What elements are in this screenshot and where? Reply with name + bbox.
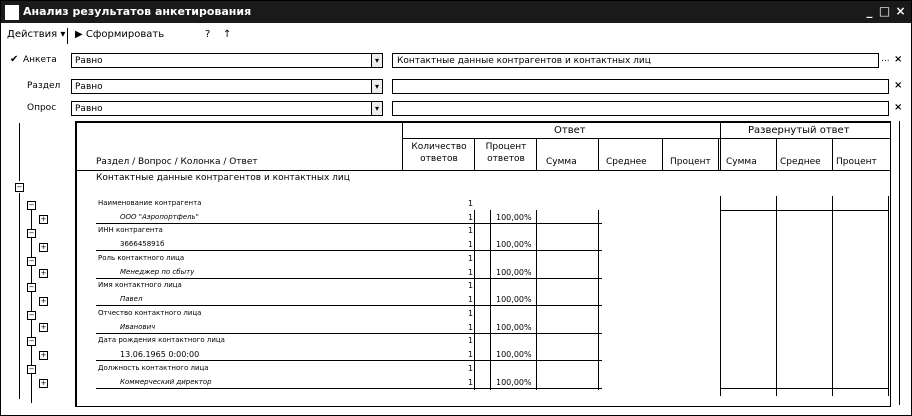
chevron-down-icon[interactable]: ▾ — [371, 53, 383, 68]
question-count: 1 — [468, 309, 474, 318]
exp-sum-column-header: Сумма — [726, 157, 757, 167]
collapse-icon[interactable]: − — [28, 229, 35, 237]
collapse-icon[interactable]: − — [28, 311, 35, 319]
condition-select[interactable]: Равно — [71, 53, 373, 68]
answer-label: 366645891б — [120, 240, 165, 248]
answer-label: 13.06.1965 0:00:00 — [120, 350, 200, 359]
value-field[interactable] — [392, 101, 889, 116]
question-label: ИНН контрагента — [98, 226, 163, 234]
generate-button[interactable] — [75, 29, 164, 40]
scroll-track[interactable] — [899, 121, 900, 405]
grouping-tree — [7, 123, 67, 403]
title-bar[interactable] — [1, 1, 911, 23]
chevron-down-icon[interactable]: ▾ — [371, 101, 383, 116]
sum-column-header: Сумма — [546, 157, 577, 167]
average-column-header: Среднее — [606, 157, 647, 167]
section-title: Контактные данные контрагентов и контактных лиц — [96, 173, 350, 183]
answer-percent: 100,00% — [496, 350, 532, 359]
question-count: 1 — [468, 281, 474, 290]
pin-icon[interactable]: ↑ — [223, 29, 232, 40]
question-label: Дата рождения контактного лица — [98, 336, 225, 344]
answer-count: 1 — [468, 213, 474, 222]
expanded-group-header: Развернутый ответ — [748, 125, 850, 136]
collapse-icon[interactable]: − — [28, 257, 35, 265]
value-field[interactable] — [392, 79, 889, 94]
answer-percent: 100,00% — [496, 213, 532, 222]
select-button[interactable]: ... — [881, 54, 890, 64]
answer-count: 1 — [468, 268, 474, 277]
check-icon[interactable]: ✔ — [10, 54, 19, 65]
collapse-icon[interactable]: − — [28, 365, 35, 373]
question-label: Имя контактного лица — [98, 281, 182, 289]
question-count: 1 — [468, 254, 474, 263]
clear-icon[interactable]: × — [894, 80, 903, 91]
actions-menu-button[interactable] — [7, 29, 65, 40]
collapse-icon[interactable]: − — [28, 337, 35, 345]
exp-percent-column-header: Процент — [836, 157, 877, 167]
vertical-scrollbar[interactable] — [891, 121, 909, 405]
answer-count: 1 — [468, 240, 474, 249]
collapse-icon[interactable]: − — [16, 183, 23, 191]
condition-select[interactable]: Равно — [71, 101, 373, 116]
expand-icon[interactable]: + — [40, 243, 47, 251]
count-column-header: Количество ответов — [411, 142, 467, 164]
collapse-icon[interactable]: − — [28, 201, 35, 209]
minimize-button[interactable]: _ — [866, 4, 873, 18]
close-button[interactable]: × — [895, 4, 906, 18]
main-column-header: Раздел / Вопрос / Колонка / Ответ — [96, 157, 258, 167]
expand-icon[interactable]: + — [40, 269, 47, 277]
question-label: Должность контактного лица — [98, 364, 209, 372]
answer-percent: 100,00% — [496, 295, 532, 304]
clear-icon[interactable]: × — [894, 54, 903, 65]
answer-group-header: Ответ — [554, 125, 586, 136]
question-label: Роль контактного лица — [98, 254, 185, 262]
horizontal-scrollbar[interactable] — [75, 406, 889, 414]
answer-label: Коммерческий директор — [120, 378, 212, 386]
window-title: Анализ результатов анкетирования — [23, 5, 252, 18]
filter-row-poll — [1, 99, 911, 119]
answer-percent: 100,00% — [496, 268, 532, 277]
answer-label: Павел — [120, 295, 143, 303]
answer-count: 1 — [468, 295, 474, 304]
answer-count: 1 — [468, 323, 474, 332]
toolbar-separator — [67, 28, 68, 44]
chevron-down-icon[interactable]: ▾ — [371, 79, 383, 94]
condition-select[interactable]: Равно — [71, 79, 373, 94]
answer-percent: 100,00% — [496, 323, 532, 332]
percent2-column-header: Процент — [670, 157, 711, 167]
filter-label: Анкета — [23, 55, 57, 65]
collapse-icon[interactable]: − — [28, 283, 35, 291]
actions-label: Действия — [7, 29, 58, 40]
value-field[interactable]: Контактные данные контрагентов и контактных лиц — [392, 53, 879, 68]
expand-icon[interactable]: + — [40, 297, 47, 305]
clear-icon[interactable]: × — [894, 102, 903, 113]
generate-label: Сформировать — [85, 29, 165, 40]
expand-icon[interactable]: + — [40, 379, 47, 387]
percent-column-header: Процент ответов — [485, 142, 527, 164]
chevron-down-icon: ▾ — [60, 29, 66, 40]
answer-label: Иванович — [120, 323, 156, 331]
answer-count: 1 — [468, 378, 474, 387]
answer-percent: 100,00% — [496, 378, 532, 387]
expand-icon[interactable]: + — [40, 323, 47, 331]
question-label: Наименование контрагента — [98, 199, 202, 207]
question-count: 1 — [468, 364, 474, 373]
maximize-button[interactable]: □ — [878, 4, 891, 18]
answer-label: ООО "Аэропортфель" — [120, 213, 199, 221]
question-count: 1 — [468, 199, 474, 208]
answer-percent: 100,00% — [496, 240, 532, 249]
filter-row-survey — [1, 51, 911, 71]
play-icon: ▶ — [75, 29, 83, 40]
toolbar — [1, 25, 911, 47]
answer-count: 1 — [468, 350, 474, 359]
filter-row-section — [1, 77, 911, 97]
exp-average-column-header: Среднее — [780, 157, 821, 167]
report-icon — [5, 5, 19, 20]
expand-icon[interactable]: + — [40, 215, 47, 223]
expand-icon[interactable]: + — [40, 351, 47, 359]
report-spreadsheet[interactable] — [75, 121, 891, 407]
question-count: 1 — [468, 226, 474, 235]
answer-label: Менеджер по сбыту — [120, 268, 195, 276]
question-label: Отчество контактного лица — [98, 309, 202, 317]
filter-label: Опрос — [27, 103, 57, 113]
help-icon[interactable]: ? — [205, 29, 211, 40]
question-count: 1 — [468, 336, 474, 345]
filter-label: Раздел — [27, 81, 61, 91]
